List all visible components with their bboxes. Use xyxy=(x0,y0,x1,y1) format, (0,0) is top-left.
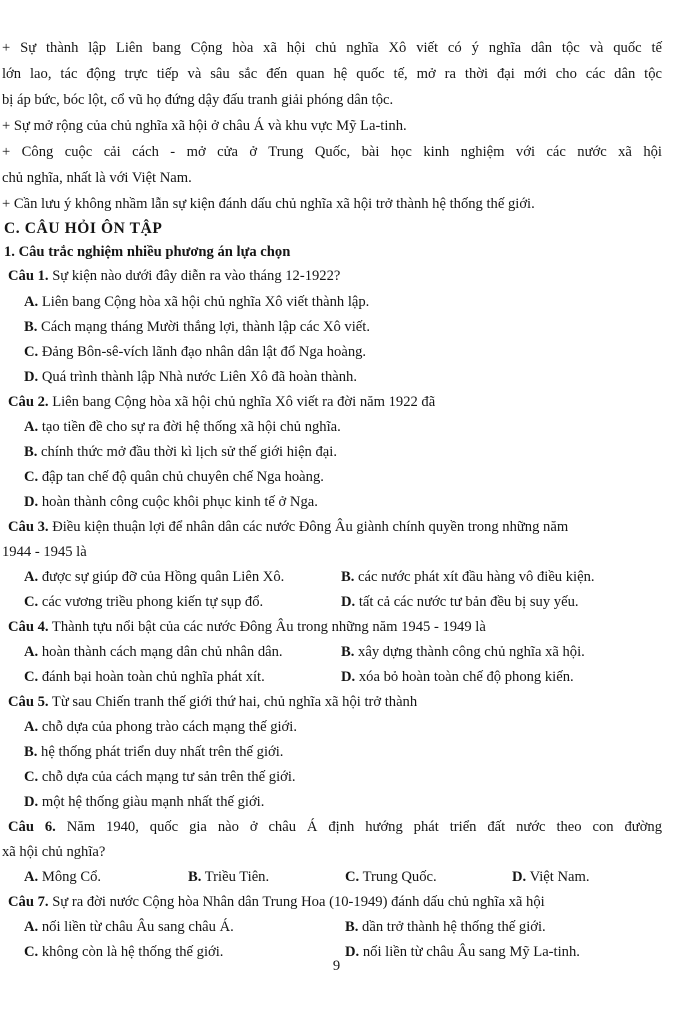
question-text-continued: xã hội chủ nghĩa? xyxy=(2,844,106,860)
intro-line: + Sự mở rộng của chủ nghĩa xã hội ở châu Á và khu vực Mỹ La-tinh. xyxy=(2,118,407,134)
option xyxy=(24,594,263,611)
question-3 xyxy=(8,519,568,536)
question-6 xyxy=(8,819,662,836)
question-label: Câu 1. xyxy=(8,268,49,284)
question-1 xyxy=(8,268,340,285)
option-letter: B. xyxy=(188,869,202,885)
option-letter: A. xyxy=(24,719,39,735)
question-label: Câu 4. xyxy=(8,619,49,635)
page-number: 9 xyxy=(332,958,341,974)
option-text: hoàn thành cách mạng dân chủ nhân dân. xyxy=(38,644,283,660)
question-4 xyxy=(8,619,486,636)
question-label: Câu 2. xyxy=(8,394,49,410)
option-letter: B. xyxy=(341,569,355,585)
option xyxy=(24,319,370,336)
option xyxy=(24,794,264,811)
option xyxy=(512,869,590,886)
option-text: đánh bại hoàn toàn chủ nghĩa phát xít. xyxy=(38,669,265,685)
question-2 xyxy=(8,394,435,411)
option-text: chỗ dựa của phong trào cách mạng thế giới. xyxy=(38,719,297,735)
option-letter: B. xyxy=(24,744,38,760)
option-letter: B. xyxy=(345,919,359,935)
question-5 xyxy=(8,694,417,711)
question-text: Điều kiện thuận lợi để nhân dân các nước Đông Âu giành chính quyền trong những năm xyxy=(48,519,569,535)
option-text: tạo tiền đề cho sự ra đời hệ thống xã hội chủ nghĩa. xyxy=(38,419,341,435)
intro-line: chủ nghĩa, nhất là với Việt Nam. xyxy=(2,170,192,186)
intro-line: + Cần lưu ý không nhầm lẫn sự kiện đánh dấu chủ nghĩa xã hội trở thành hệ thống thế giới. xyxy=(2,196,535,212)
option xyxy=(24,469,324,486)
option xyxy=(24,719,297,736)
option-text: một hệ thống giàu mạnh nhất thế giới. xyxy=(38,794,265,810)
question-text: Liên bang Cộng hòa xã hội chủ nghĩa Xô viết ra đời năm 1922 đã xyxy=(48,394,436,410)
option-letter: C. xyxy=(24,344,39,360)
option-text: chỗ dựa của cách mạng tư sản trên thế giới. xyxy=(38,769,296,785)
option-letter: C. xyxy=(345,869,360,885)
intro-line: + Công cuộc cải cách - mở cửa ở Trung Quốc, bài học kinh nghiệm với các nước xã hội xyxy=(2,144,662,160)
intro-line: lớn lao, tác động trực tiếp và sâu sắc đến quan hệ quốc tế, mở ra thời đại mới cho các dân tộc xyxy=(2,66,662,82)
option-text: nối liền từ châu Âu sang Mỹ La-tinh. xyxy=(359,944,580,960)
option-text: Quá trình thành lập Nhà nước Liên Xô đã hoàn thành. xyxy=(38,369,357,385)
question-7 xyxy=(8,894,545,911)
option-text: Việt Nam. xyxy=(526,869,590,885)
option xyxy=(345,919,546,936)
option xyxy=(341,644,585,661)
option-text: các nước phát xít đầu hàng vô điều kiện. xyxy=(354,569,595,585)
option-text: Liên bang Cộng hòa xã hội chủ nghĩa Xô viết thành lập. xyxy=(38,294,370,310)
option-letter: D. xyxy=(24,369,39,385)
question-label: Câu 7. xyxy=(8,894,49,910)
option xyxy=(24,494,318,511)
option-letter: D. xyxy=(341,669,356,685)
question-text: Sự ra đời nước Cộng hòa Nhân dân Trung Hoa (10-1949) đánh dấu chủ nghĩa xã hội xyxy=(48,894,545,910)
option-text: xây dựng thành công chủ nghĩa xã hội. xyxy=(354,644,585,660)
question-text: Thành tựu nổi bật của các nước Đông Âu trong những năm 1945 - 1949 là xyxy=(48,619,486,635)
option xyxy=(24,669,265,686)
option-letter: A. xyxy=(24,294,39,310)
option-text: dần trở thành hệ thống thế giới. xyxy=(358,919,546,935)
question-label: Câu 6. xyxy=(8,819,56,835)
option xyxy=(24,919,234,936)
option-letter: B. xyxy=(341,644,355,660)
option-letter: C. xyxy=(24,769,39,785)
option xyxy=(24,419,341,436)
option-letter: D. xyxy=(512,869,527,885)
option-letter: D. xyxy=(24,494,39,510)
option-text: Cách mạng tháng Mười thắng lợi, thành lập các Xô viết. xyxy=(37,319,370,335)
question-label: Câu 3. xyxy=(8,519,49,535)
option-text: Mông Cổ. xyxy=(38,869,102,885)
option xyxy=(188,869,269,886)
option-letter: C. xyxy=(24,469,39,485)
option-letter: C. xyxy=(24,944,39,960)
option-text: tất cả các nước tư bản đều bị suy yếu. xyxy=(355,594,579,610)
option xyxy=(345,869,437,886)
option xyxy=(24,769,296,786)
option-letter: D. xyxy=(341,594,356,610)
option xyxy=(341,594,579,611)
option xyxy=(24,369,357,386)
option-letter: B. xyxy=(24,319,38,335)
option-letter: D. xyxy=(24,794,39,810)
question-text: Sự kiện nào dưới đây diễn ra vào tháng 12-1922? xyxy=(48,268,341,284)
option xyxy=(24,869,101,886)
option xyxy=(24,644,283,661)
option xyxy=(341,669,574,686)
option-text: chính thức mở đầu thời kì lịch sử thế giới hiện đại. xyxy=(37,444,337,460)
option-text: hệ thống phát triển duy nhất trên thế giới. xyxy=(37,744,284,760)
question-text: Từ sau Chiến tranh thế giới thứ hai, chủ nghĩa xã hội trở thành xyxy=(48,694,418,710)
option-letter: D. xyxy=(345,944,360,960)
option-text: đập tan chế độ quân chủ chuyên chế Nga hoàng. xyxy=(38,469,324,485)
option-text: nối liền từ châu Âu sang châu Á. xyxy=(38,919,234,935)
option-letter: A. xyxy=(24,419,39,435)
question-text-continued: 1944 - 1945 là xyxy=(2,544,87,560)
option xyxy=(24,294,369,311)
option-letter: A. xyxy=(24,569,39,585)
option-text: Đảng Bôn-sê-vích lãnh đạo nhân dân lật đổ Nga hoàng. xyxy=(38,344,367,360)
intro-line: bị áp bức, bóc lột, cổ vũ họ đứng dậy đấu tranh giải phóng dân tộc. xyxy=(2,92,394,108)
option-text: hoàn thành công cuộc khôi phục kinh tế ở Nga. xyxy=(38,494,318,510)
option-text: Trung Quốc. xyxy=(359,869,437,885)
option-letter: C. xyxy=(24,594,39,610)
option xyxy=(24,344,366,361)
option-letter: B. xyxy=(24,444,38,460)
option-letter: A. xyxy=(24,869,39,885)
option xyxy=(24,569,284,586)
option xyxy=(24,444,337,461)
option-text: không còn là hệ thống thế giới. xyxy=(38,944,224,960)
section-title: C. CÂU HỎI ÔN TẬP xyxy=(4,220,163,237)
question-label: Câu 5. xyxy=(8,694,49,710)
option-letter: A. xyxy=(24,644,39,660)
subsection-title: 1. Câu trắc nghiệm nhiều phương án lựa chọn xyxy=(4,244,291,260)
option-letter: C. xyxy=(24,669,39,685)
option xyxy=(24,744,283,761)
intro-line: + Sự thành lập Liên bang Cộng hòa xã hội chủ nghĩa Xô viết có ý nghĩa dân tộc và quốc tế xyxy=(2,40,662,56)
question-text: Năm 1940, quốc gia nào ở châu Á định hướng phát triển đất nước theo con đường xyxy=(55,819,663,835)
option-text: các vương triều phong kiến tự sụp đổ. xyxy=(38,594,264,610)
option-text: được sự giúp đỡ của Hồng quân Liên Xô. xyxy=(38,569,285,585)
option-text: xóa bỏ hoàn toàn chế độ phong kiến. xyxy=(355,669,574,685)
option-letter: A. xyxy=(24,919,39,935)
option xyxy=(341,569,595,586)
option-text: Triều Tiên. xyxy=(201,869,270,885)
